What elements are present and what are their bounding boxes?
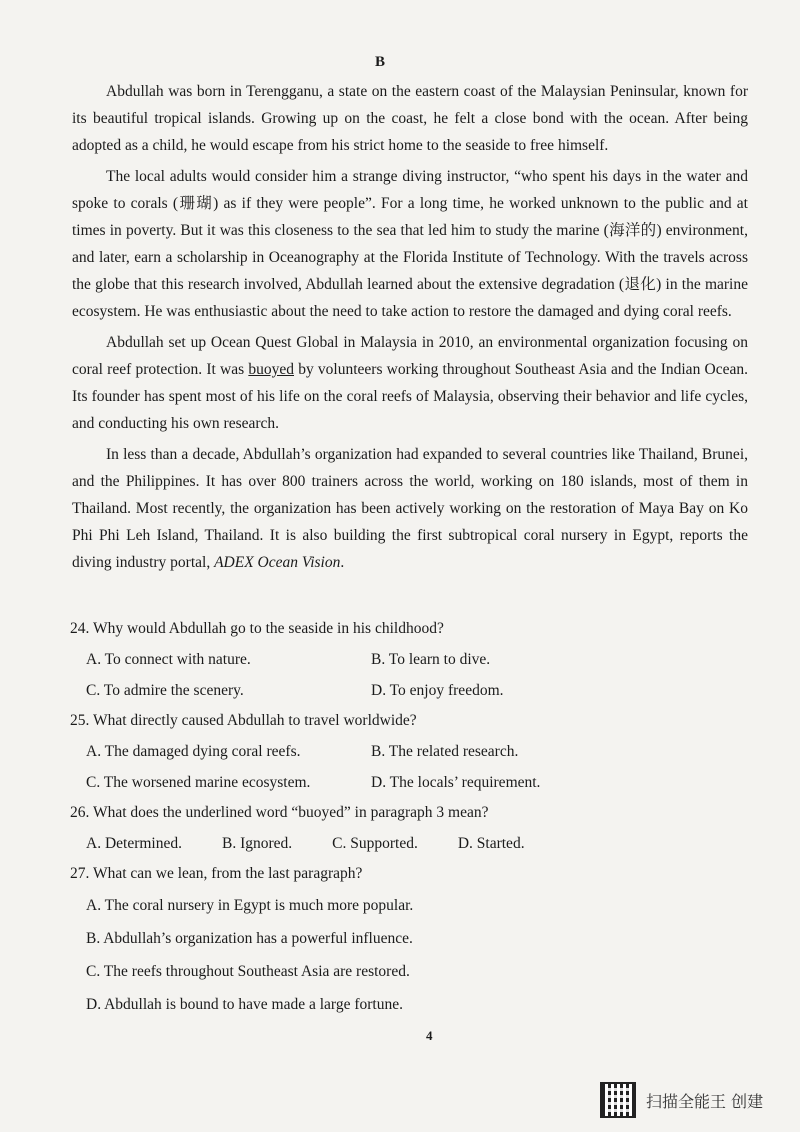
question-26-option-d: D. Started. bbox=[457, 835, 525, 852]
paragraph-4 bbox=[72, 441, 748, 576]
paragraph-1: Abdullah was born in Terengganu, a state on the eastern coast of the Malaysian Peninsular, known for its beautiful tropical islands. Growing up on the coast, he felt a close bond with the ocean. After being adopted as a child, he would escape from his strict home to the seaside to free himself. bbox=[72, 83, 748, 154]
scanner-watermark bbox=[600, 1082, 763, 1118]
question-27-option-a: A. The coral nursery in Egypt is much more popular. bbox=[86, 897, 414, 914]
question-25-option-a: A. The damaged dying coral reefs. bbox=[86, 743, 301, 760]
paragraph-3-part-1: Abdullah set up Ocean Quest Global in Malaysia in 2010, an environmental organization focusing on coral reef protection. It was bbox=[72, 334, 748, 378]
question-24-option-a: A. To connect with nature. bbox=[86, 651, 251, 668]
question-list bbox=[70, 614, 750, 1021]
question-27 bbox=[70, 859, 750, 1021]
question-25-stem: 25. What directly caused Abdullah to travel worldwide? bbox=[70, 712, 417, 729]
source-title: ADEX Ocean Vision bbox=[214, 554, 341, 571]
question-25 bbox=[70, 706, 750, 798]
question-26-option-b: B. Ignored. bbox=[221, 835, 293, 852]
question-24 bbox=[70, 614, 750, 706]
question-25-option-c: C. The worsened marine ecosystem. bbox=[86, 774, 311, 791]
underlined-word: buoyed bbox=[248, 361, 294, 378]
paragraph-4-part-1: In less than a decade, Abdullah’s organization had expanded to several countries like Thailand, Brunei, and the Philippines. It has over 800 trainers across the world, working on 180 islands, most of them in Thailand. Most recently, the organization has been actively working on the restoration of Maya Bay on Ko Phi Phi Leh Island, Thailand. It is also building the first subtropical coral nursery in Egypt, reports the diving industry portal, bbox=[72, 446, 748, 571]
question-24-stem: 24. Why would Abdullah go to the seaside in his childhood? bbox=[70, 620, 444, 637]
question-27-stem: 27. What can we lean, from the last paragraph? bbox=[70, 865, 363, 882]
question-25-option-d: D. The locals’ requirement. bbox=[371, 774, 541, 791]
paragraph-3-part-2: by volunteers working throughout Southeast Asia and the Indian Ocean. Its founder has spent most of his life on the coral reefs of Malaysia, observing their behavior and life cycles, and conducting his own research. bbox=[72, 361, 748, 432]
page-number: 4 bbox=[426, 1028, 433, 1043]
question-26 bbox=[70, 798, 750, 859]
question-24-option-d: D. To enjoy freedom. bbox=[371, 682, 504, 699]
section-heading: B bbox=[374, 54, 385, 70]
question-26-option-c: C. Supported. bbox=[332, 835, 418, 852]
paragraph-4-part-2: . bbox=[340, 554, 345, 571]
question-24-option-c: C. To admire the scenery. bbox=[86, 682, 244, 699]
question-27-option-d: D. Abdullah is bound to have made a large fortune. bbox=[86, 996, 403, 1013]
question-24-option-b: B. To learn to dive. bbox=[371, 651, 491, 668]
watermark-text: 扫描全能王 创建 bbox=[646, 1091, 764, 1111]
question-25-option-b: B. The related research. bbox=[371, 743, 519, 760]
qr-code-icon bbox=[600, 1082, 636, 1118]
question-26-stem: 26. What does the underlined word “buoyed” in paragraph 3 mean? bbox=[70, 804, 489, 821]
paragraph-2: The local adults would consider him a strange diving instructor, “who spent his days in the water and spoke to corals (珊瑚) as if they were people”. For a long time, he worked unknown to the public and at times in poverty. But it was this closeness to the sea that led him to study the marine (海洋的) environment, and later, earn a scholarship in Oceanography at the Florida Institute of Technology. With the travels across the globe that this research involved, Abdullah learned about the extensive degradation (退化) in the marine ecosystem. He was enthusiastic about the need to take action to restore the damaged and dying coral reefs. bbox=[72, 168, 748, 320]
question-26-option-a: A. Determined. bbox=[86, 835, 182, 852]
reading-passage bbox=[72, 78, 748, 580]
question-27-option-c: C. The reefs throughout Southeast Asia are restored. bbox=[86, 963, 410, 980]
paragraph-3 bbox=[72, 329, 748, 437]
question-27-option-b: B. Abdullah’s organization has a powerful influence. bbox=[86, 930, 413, 947]
